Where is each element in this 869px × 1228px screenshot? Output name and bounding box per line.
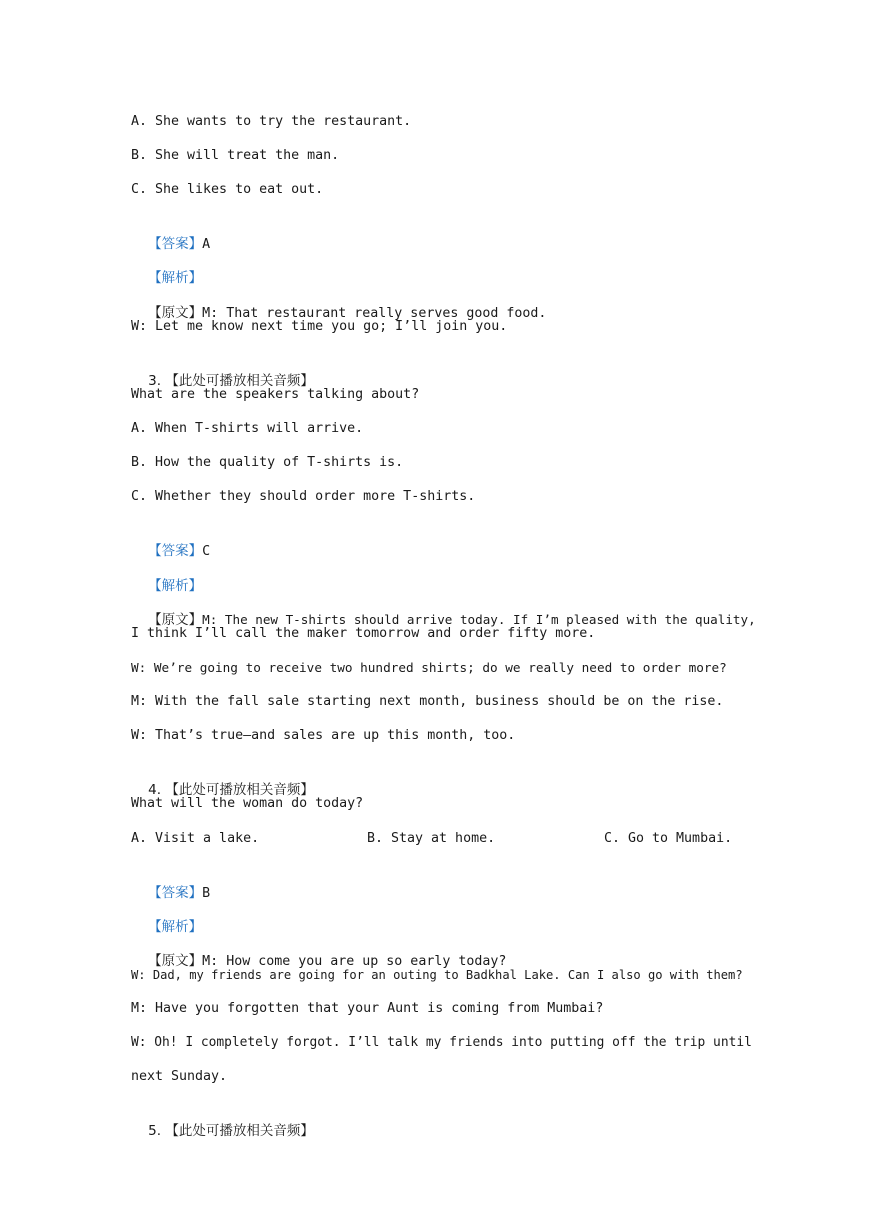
q4-option-a: A. Visit a lake. (131, 831, 260, 846)
q3-heading: 3. 【此处可播放相关音频】 (148, 373, 314, 389)
q3-analysis (131, 556, 203, 594)
q3-original-line-4: M: With the fall sale starting next month, business should be on the rise. (131, 694, 724, 709)
original-tag: 【原文】 (148, 305, 203, 321)
answer-tag: 【答案】 (148, 885, 203, 901)
q3-original-line-5: W: That’s true—and sales are up this month, too. (131, 728, 516, 743)
q4-original-line-4: W: Oh! I completely forgot. I’ll talk my friends into putting off the trip until (131, 1035, 752, 1050)
q2-option-c: C. She likes to eat out. (131, 182, 324, 197)
analysis-tag: 【解析】 (148, 919, 203, 935)
q3-answer (131, 521, 211, 559)
q2-analysis (131, 248, 203, 286)
answer-tag: 【答案】 (148, 236, 203, 252)
q2-option-b: B. She will treat the man. (131, 148, 340, 163)
q2-answer (131, 214, 211, 252)
q4-options-row (131, 829, 751, 849)
q3-option-b: B. How the quality of T-shirts is. (131, 455, 404, 470)
q4-analysis (131, 897, 203, 935)
q4-original-line-1: 【原文】M: How come you are up so early today? (148, 953, 507, 969)
q2-original-line-1: 【原文】M: That restaurant really serves good food. (148, 305, 547, 321)
q4-question: What will the woman do today? (131, 796, 364, 811)
answer-value: C (202, 544, 211, 559)
original-tag: 【原文】 (148, 953, 203, 969)
answer-tag: 【答案】 (148, 543, 203, 559)
analysis-tag: 【解析】 (148, 270, 203, 286)
q3-option-c: C. Whether they should order more T-shirts. (131, 489, 476, 504)
q2-original-line-2: W: Let me know next time you go; I’ll join you. (131, 319, 508, 334)
original-tag: 【原文】 (148, 612, 203, 628)
q4-original-line-2: W: Dad, my friends are going for an outing to Badkhal Lake. Can I also go with them? (131, 968, 743, 982)
q4-option-c: C. Go to Mumbai. (604, 831, 733, 846)
q3-question: What are the speakers talking about? (131, 387, 420, 402)
q3-option-a: A. When T-shirts will arrive. (131, 421, 364, 436)
answer-value: B (202, 886, 211, 901)
q2-option-a: A. She wants to try the restaurant. (131, 114, 412, 129)
q4-answer (131, 863, 211, 901)
q3-original-line-3: W: We’re going to receive two hundred shirts; do we really need to order more? (131, 660, 727, 675)
q4-original-line-3: M: Have you forgotten that your Aunt is coming from Mumbai? (131, 1001, 604, 1016)
q3-original-line-1: 【原文】M: The new T-shirts should arrive today. If I’m pleased with the quality, (148, 612, 756, 628)
answer-value: A (202, 237, 211, 252)
q3-original-line-2: I think I’ll call the maker tomorrow and order fifty more. (131, 626, 596, 641)
q4-heading: 4. 【此处可播放相关音频】 (148, 782, 314, 798)
q4-option-b: B. Stay at home. (367, 831, 496, 846)
q5-heading: 5. 【此处可播放相关音频】 (148, 1123, 314, 1139)
analysis-tag: 【解析】 (148, 578, 203, 594)
q4-original-line-5: next Sunday. (131, 1069, 228, 1084)
